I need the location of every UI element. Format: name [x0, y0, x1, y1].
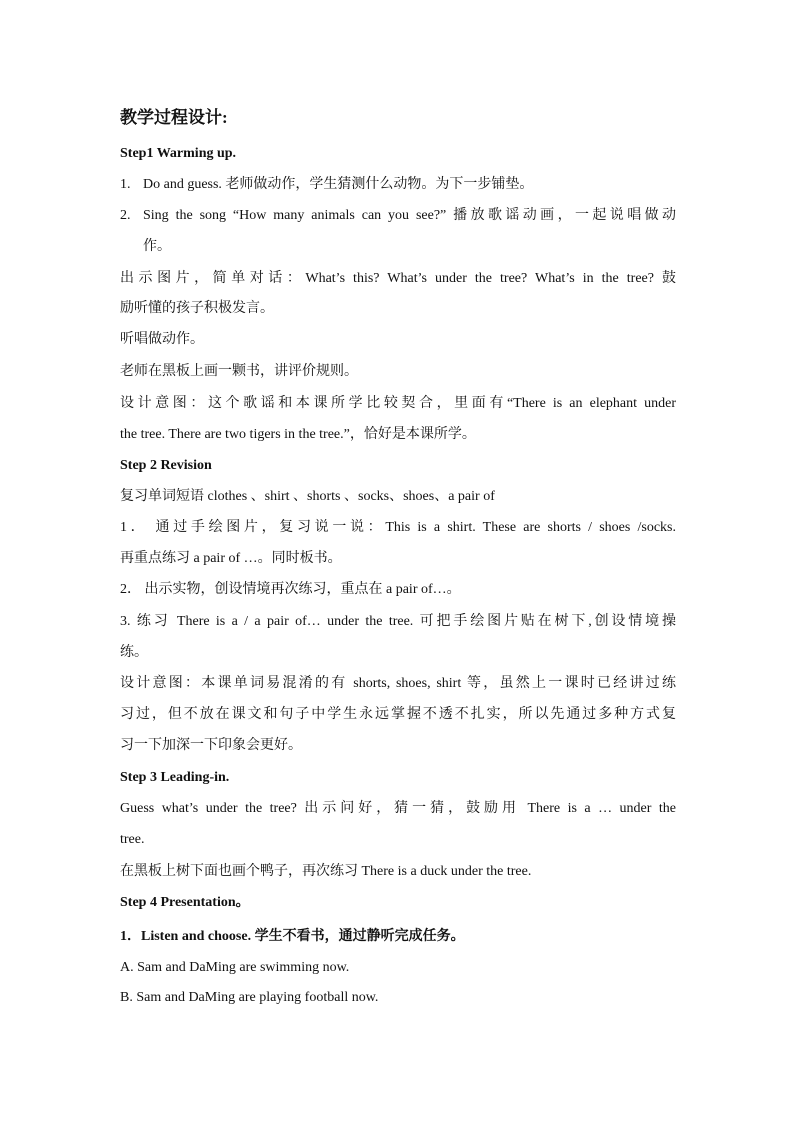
- list-item: 3. 练习 There is a / a pair of… under the tree. 可把手绘图片贴在树下,创设情境操: [120, 614, 676, 629]
- option-a: A. Sam and DaMing are swimming now.: [120, 960, 350, 975]
- paragraph: Guess what’s under the tree? 出示问好，猜一猜，鼓励用 There is a … under the: [120, 801, 676, 816]
- list-item: Sing the song “How many animals can you see?” 播放歌谣动画，一起说唱做动: [143, 208, 676, 223]
- design-intent: 习一下加深一下印象会更好。: [120, 738, 302, 753]
- paragraph: tree.: [120, 832, 145, 847]
- document-title: 教学过程设计:: [120, 108, 228, 127]
- paragraph: 出示图片，简单对话：What’s this? What’s under the tree? What’s in the tree? 鼓: [120, 271, 676, 286]
- paragraph: 复习单词短语 clothes 、shirt 、shorts 、socks、shoes、a pair of: [120, 489, 495, 504]
- paragraph: 老师在黑板上画一颗书，讲评价规则。: [120, 364, 358, 379]
- step4-heading: Step 4 Presentation。: [120, 895, 250, 910]
- design-intent: the tree. There are two tigers in the tree.”，恰好是本课所学。: [120, 427, 476, 442]
- list-number: 2.: [120, 208, 131, 223]
- design-intent: 习过，但不放在课文和句子中学生永远掌握不透不扎实，所以先通过多种方式复: [120, 707, 676, 722]
- option-b: B. Sam and DaMing are playing football now.: [120, 990, 379, 1005]
- list-item: Do and guess. 老师做动作，学生猜测什么动物。为下一步铺垫。: [143, 177, 534, 192]
- task-heading: 1．Listen and choose. 学生不看书，通过静听完成任务。: [120, 929, 465, 944]
- paragraph: 在黑板上树下面也画个鸭子，再次练习 There is a duck under the tree.: [120, 864, 532, 879]
- step2-heading: Step 2 Revision: [120, 458, 212, 473]
- step3-heading: Step 3 Leading-in.: [120, 770, 230, 785]
- paragraph: 听唱做动作。: [120, 332, 204, 347]
- list-item: 1． 通过手绘图片，复习说一说：This is a shirt. These are shorts / shoes /socks.: [120, 520, 676, 535]
- list-item-continued: 再重点练习 a pair of …。同时板书。: [120, 551, 342, 566]
- list-item-continued: 作。: [143, 239, 171, 254]
- list-item-continued: 练。: [120, 645, 148, 660]
- design-intent: 设计意图：这个歌谣和本课所学比较契合，里面有“There is an elephant under: [120, 396, 676, 411]
- design-intent: 设计意图：本课单词易混淆的有 shorts, shoes, shirt 等，虽然上一课时已经讲过练: [120, 676, 676, 691]
- paragraph: 励听懂的孩子积极发言。: [120, 301, 274, 316]
- step1-heading: Step1 Warming up.: [120, 146, 237, 161]
- list-number: 1.: [120, 177, 131, 192]
- list-item: 2． 出示实物，创设情境再次练习，重点在 a pair of…。: [120, 582, 461, 597]
